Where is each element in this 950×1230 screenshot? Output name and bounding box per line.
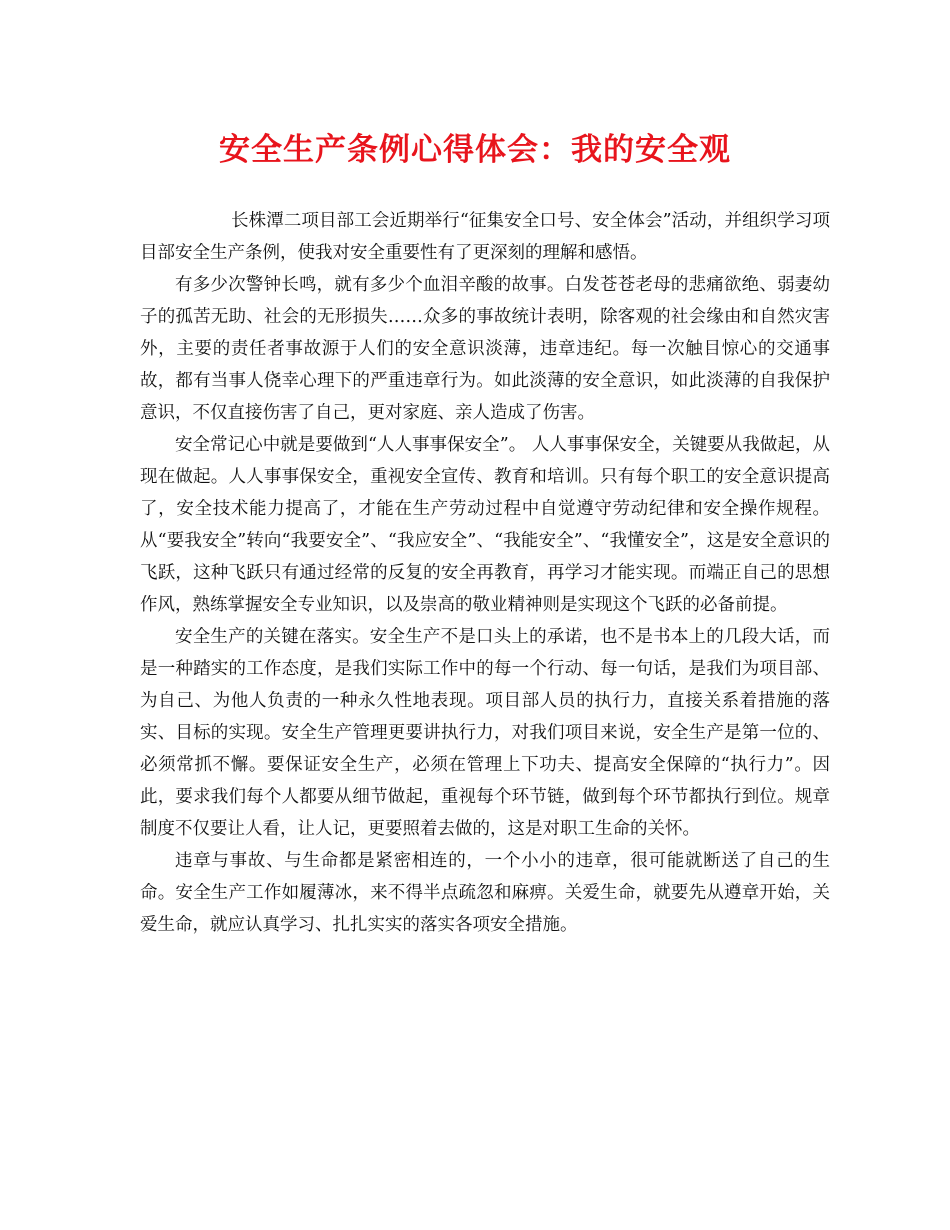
paragraph-implementation: 安全生产的关键在落实。安全生产不是口头上的承诺，也不是书本上的几段大话，而是一种踏实的工作态度，是我们实际工作中的每一个行动、每一句话，是我们为项目部、为自己、为他人负责的一种永久性地表现。项目部人员的执行力，直接关系着措施的落实、目标的实现。安全生产管理更要讲执行力，对我们项目来说，安全生产是第一位的、必须常抓不懈。要保证安全生产，必须在管理上下功夫、提高安全保障的“执行力”。因此，要求我们每个人都要从细节做起，重视每个环节链，做到每个环节都执行到位。规章制度不仅要让人看，让人记，更要照着去做的，这是对职工生命的关怀。	[140, 627, 830, 839]
paragraph-warning: 有多少次警钟长鸣，就有多少个血泪辛酸的故事。白发苍苍老母的悲痛欲绝、弱妻幼子的孤苦无助、社会的无形损失……众多的事故统计表明，除客观的社会缘由和自然灾害外，主要的责任者事故源于人们的安全意识淡薄，违章违纪。每一次触目惊心的交通事故，都有当事人侥幸心理下的严重违章行为。如此淡薄的安全意识，如此淡薄的自我保护意识，不仅直接伤害了自己，更对家庭、亲人造成了伤害。	[140, 275, 830, 423]
paragraph-conclusion: 违章与事故、与生命都是紧密相连的，一个小小的违章，很可能就断送了自己的生命。安全生产工作如履薄冰，来不得半点疏忽和麻痹。关爱生命，就要先从遵章开始，关爱生命，就应认真学习、扎扎实实的落实各项安全措施。	[140, 851, 830, 935]
document-body	[140, 205, 830, 941]
paragraph-awareness: 安全常记心中就是要做到“人人事事保安全”。 人人事事保安全，关键要从我做起，从现在做起。人人事事保安全，重视安全宣传、教育和培训。只有每个职工的安全意识提高了，安全技术能力提高了，才能在生产劳动过程中自觉遵守劳动纪律和安全操作规程。从“要我安全”转向“我要安全”、“我应安全”、“我能安全”、“我懂安全”，这是安全意识的飞跃，这种飞跃只有通过经常的反复的安全再教育，再学习才能实现。而端正自己的思想作风，熟练掌握安全专业知识，以及崇高的敬业精神则是实现这个飞跃的必备前提。	[140, 435, 830, 615]
paragraph-intro: 长株潭二项目部工会近期举行“征集安全口号、安全体会”活动，并组织学习项目部安全生产条例，使我对安全重要性有了更深刻的理解和感悟。	[140, 211, 830, 263]
document-title: 安全生产条例心得体会：我的安全观	[219, 132, 731, 168]
